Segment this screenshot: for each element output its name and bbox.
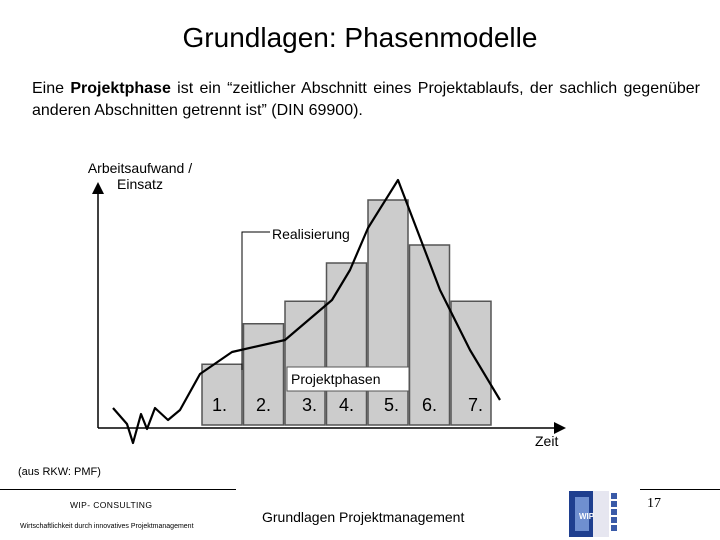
company-name: WIP- CONSULTING (70, 500, 153, 510)
callout-label: Realisierung (272, 226, 350, 242)
phase-number-2: 2. (256, 395, 272, 415)
company-tagline: Wirtschaftlichkeit durch innovatives Projektmanagement (20, 523, 194, 530)
intro-bold-term: Projektphase (70, 80, 171, 97)
y-axis-label-line2: Einsatz (117, 176, 163, 192)
svg-text:WIP: WIP (579, 512, 595, 521)
intro-prefix: Eine (32, 80, 71, 97)
footer-divider-left (0, 489, 236, 490)
x-axis-label: Zeit (535, 433, 559, 449)
phase-number-1: 1. (212, 395, 228, 415)
phase-number-7: 7. (468, 395, 484, 415)
intro-definition: ist ein “zeitlicher Abschnitt eines Projektablaufs, der sachlich gegenüber anderen Abschnitten getrennt ist” (DIN 69900). (32, 80, 701, 119)
footer-title: Grundlagen Projektmanagement (262, 509, 465, 525)
wip-logo (567, 489, 639, 539)
slide-title: Grundlagen: Phasenmodelle (182, 22, 538, 53)
phase-number-3: 3. (302, 395, 318, 415)
phase-number-4: 4. (339, 395, 355, 415)
phase-number-6: 6. (422, 395, 438, 415)
y-axis-label (78, 160, 202, 192)
footer-divider-right (640, 489, 720, 490)
phase-number-5: 5. (384, 395, 400, 415)
phases-label: Projektphasen (291, 371, 381, 387)
page-number: 17 (647, 496, 661, 511)
y-axis-label-line1: Arbeitsaufwand / (87, 160, 193, 176)
source-note: (aus RKW: PMF) (18, 466, 101, 478)
